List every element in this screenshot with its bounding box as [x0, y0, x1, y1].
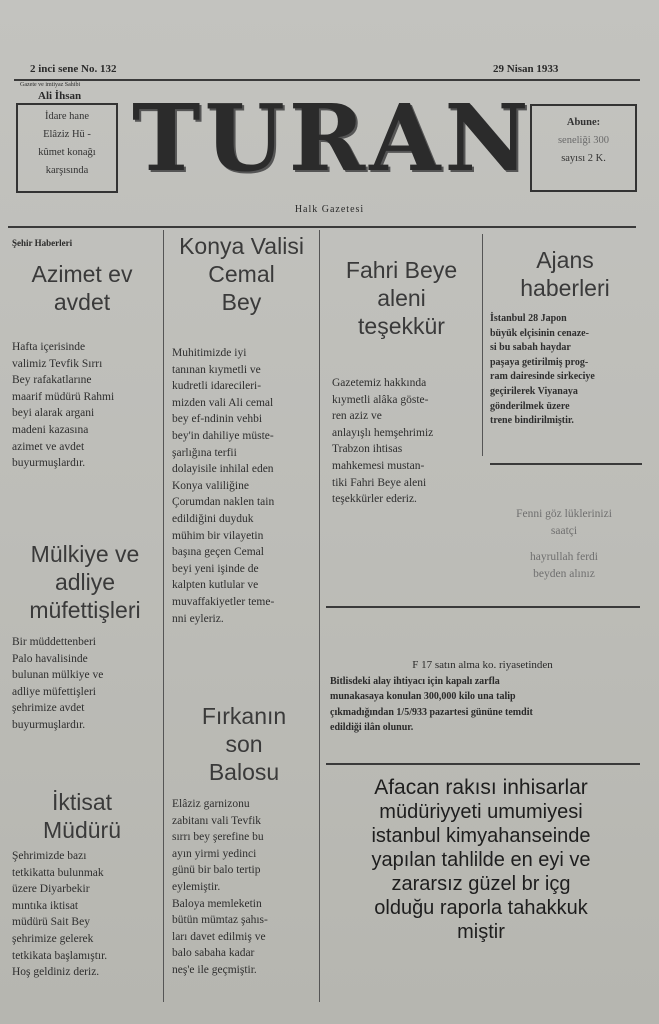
- address-line-1: İdare hane: [44, 111, 89, 122]
- column-divider-2: [319, 230, 320, 1002]
- section-label: Şehir Haberleri: [12, 238, 73, 248]
- article-body-firka: Elâziz garnizonu zabitanı vali Tevfik sırrı bey şerefine bu ayın yirmi yedinci günü bir balo tertip eylemiştir. Baloya memleketin bütün mümtaz şahıs- ları davet edilmiş ve balo sabaha kadar neş'e ile geçmiştir.: [172, 798, 268, 976]
- address-line-2: Elâziz Hü -: [43, 129, 91, 140]
- masthead-rule: [8, 226, 636, 228]
- subtitle: Halk Gazetesi: [294, 204, 365, 215]
- row-divider-3: [326, 763, 640, 765]
- article-headline-iktisat: İktisat Müdürü: [43, 789, 121, 843]
- subscription-title: Abune:: [566, 117, 601, 128]
- column-divider-1: [163, 230, 164, 1002]
- owner-name: Ali İhsan: [38, 90, 82, 102]
- article-headline-mulkiye: Mülkiye ve adliye müfettişleri: [29, 541, 141, 623]
- column-divider-3: [482, 234, 483, 456]
- afacan-advertisement: Afacan rakısı inhisarlar müdüriyyeti umumiyesi istanbul kimyahanseinde yapılan tahlilde en eyi ve zararsız güzel br içg olduğu raporla tahakkuk miştir: [371, 776, 591, 943]
- article-headline-azimet: Azimet ev avdet: [31, 261, 133, 315]
- article-body-azimet: Hafta içerisinde valimiz Tevfik Sırrı Bey rafakatlarıne maarif müdürü Rahmi beyi alarak argani madeni kazasına azimet ve avdet buyurmuşlardır.: [12, 341, 115, 470]
- article-body-ajans: İstanbul 28 Japon büyük elçisinin cenaze- si bu sabah haydar paşaya getirilmiş prog- ram dairesinde sirkeciye geçirilerek Viyanaya gönderilmek üzere trene bindirilmiştir.: [490, 313, 595, 427]
- address-box: [16, 103, 118, 193]
- article-body-konya: Muhitimizde iyi tanınan kıymetli ve kudretli idarecileri- mizden vali Ali cemal bey ef-ndinin vehbi bey'in dahiliye müste- şarlığına terfii dolayisile inhilal eden Konya valiliğine Çorumdan naklen tain edildiğini duyduk mühim bir vilayetin başına geçen Cemal beyi yeni işinde de kalpten kutlular ve muvaffakiyetler teme- nni eyleriz.: [172, 347, 275, 625]
- article-body-mulkiye: Bir müddettenberi Palo havalisinde bulunan mülkiye ve adliye müfettişleri şehrimize avdet buyurmuşlardır.: [12, 636, 104, 731]
- issue-info: 2 inci sene No. 132: [30, 63, 117, 75]
- article-headline-ajans: Ajans haberleri: [520, 247, 610, 301]
- masthead-title: TURAN: [132, 84, 533, 192]
- address-line-3: kûmet konağı: [38, 147, 96, 158]
- subscription-line-1: seneliği 300: [557, 135, 610, 146]
- article-body-fahri: Gazetemiz hakkında kıymetli alâka göste- ren aziz ve anlayışlı hemşehrimiz Trabzon ihtisas mahkemesi mustan- tiki Fahri Beye aleni teşekkürler ederiz.: [332, 377, 434, 506]
- tender-notice: F 17 satın alma ko. riyasetinden Bitlisdeki alay ihtiyacı için kapalı zarfla munakasaya konulan 300,000 kilo una talip çıkmadığından 1/5/933 pazartesi gününe temdit edildiği ilân olunur.: [330, 659, 553, 734]
- top-rule: [14, 79, 640, 81]
- subscription-line-2: sayısı 2 K.: [561, 153, 606, 164]
- article-headline-firka: Fırkanın son Balosu: [201, 703, 287, 785]
- article-headline-fahri: Fahri Beye aleni teşekkür: [345, 257, 458, 339]
- notice-body: Fenni göz lüklerinizi saatçi hayrullah ferdi beyden alınız: [516, 508, 612, 580]
- row-divider-2: [326, 606, 640, 608]
- row-divider-1: [490, 463, 642, 465]
- owner-caption: Gazete ve imtiyaz Sahibi: [20, 82, 81, 88]
- article-headline-konya: Konya Valisi Cemal Bey: [179, 233, 304, 315]
- issue-date: 29 Nisan 1933: [493, 63, 559, 75]
- article-body-iktisat: Şehrimizde bazı tetkikatta bulunmak üzere Diyarbekir mıntıka iktisat müdürü Sait Bey şehrimize gelerek tetkikata başlamıştır. Hoş geldiniz deriz.: [12, 850, 108, 979]
- subscription-box: [530, 104, 637, 192]
- address-line-4: karşısında: [45, 165, 89, 176]
